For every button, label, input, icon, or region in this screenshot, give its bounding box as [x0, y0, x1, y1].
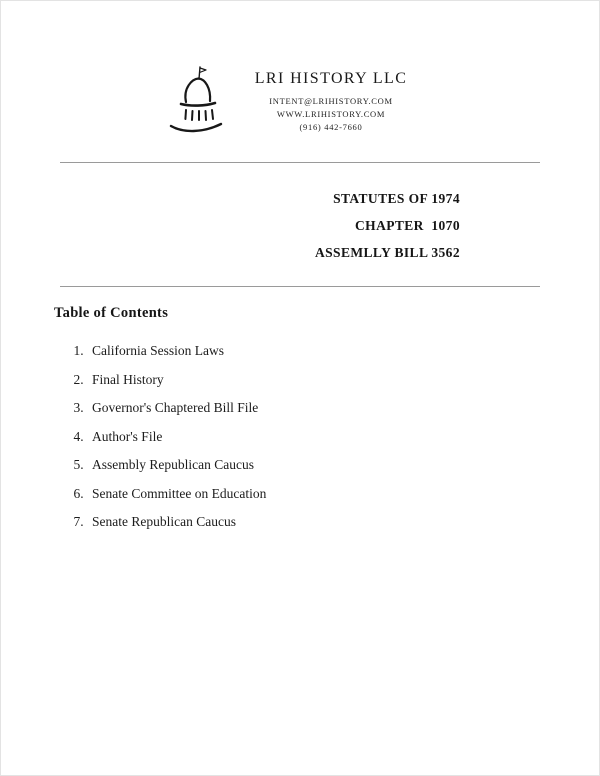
toc-item: 2. Final History [87, 371, 540, 388]
toc-item: 3. Governor's Chaptered Bill File [87, 399, 540, 416]
statutes-line: STATUTES OF 1974 [333, 191, 460, 206]
letterhead-text [255, 62, 408, 134]
toc-item: 1. California Session Laws [87, 342, 540, 359]
capitol-dome-logo-icon [165, 64, 227, 138]
chapter-line: CHAPTER 1070 [355, 218, 460, 233]
toc-item: 5. Assembly Republican Caucus [87, 456, 540, 473]
toc-item: 7. Senate Republican Caucus [87, 513, 540, 530]
contact-website: WWW.LRIHISTORY.COM [276, 109, 386, 119]
table-of-contents [54, 305, 540, 530]
contact-phone: (916) 442-7660 [299, 122, 363, 132]
toc-item: 4. Author's File [87, 428, 540, 445]
divider-bottom [60, 286, 540, 287]
contact-email: INTENT@LRIHISTORY.COM [269, 96, 393, 106]
letterhead [0, 0, 586, 138]
toc-title: Table of Contents [54, 305, 169, 321]
toc-list [54, 342, 540, 530]
toc-item: 6. Senate Committee on Education [87, 485, 540, 502]
statute-reference [0, 185, 460, 266]
company-name: LRI HISTORY LLC [254, 70, 408, 87]
divider-top [60, 162, 540, 163]
bill-line: ASSEMLLY BILL 3562 [314, 245, 460, 260]
